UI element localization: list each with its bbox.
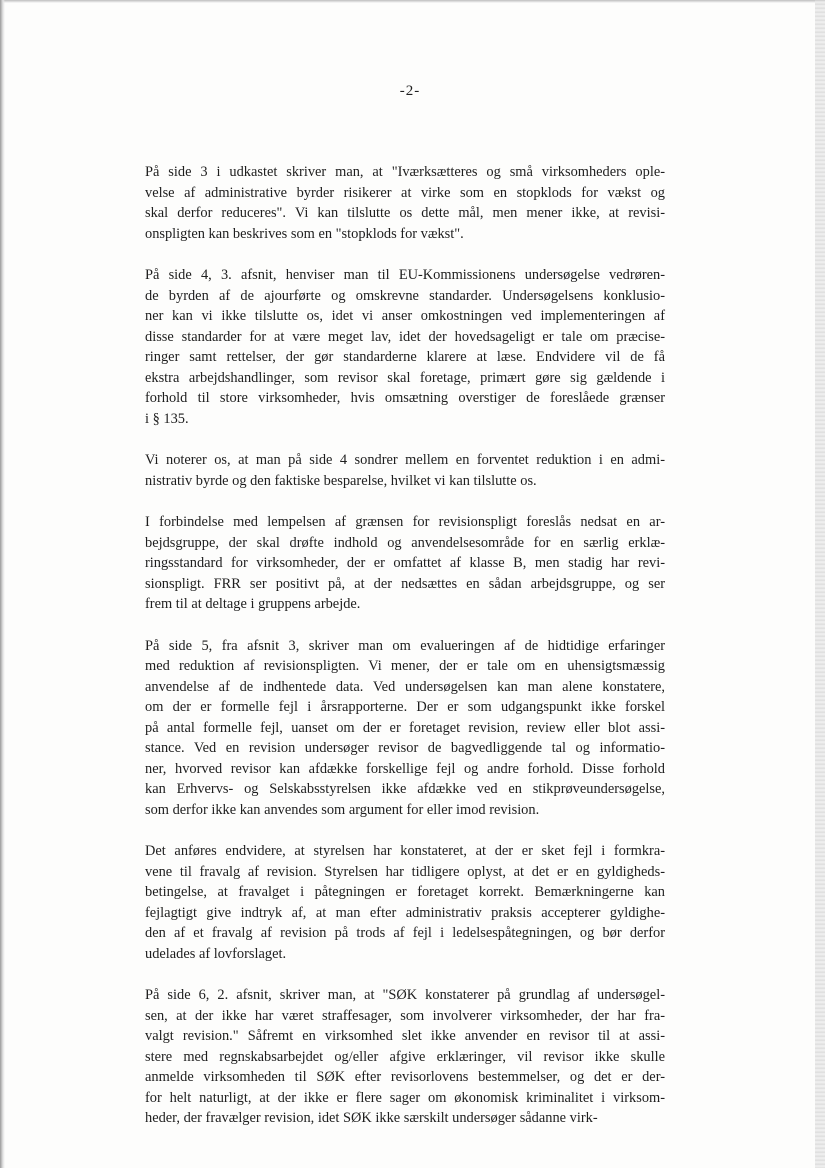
text-line: På side 3 i udkastet skriver man, at "Iværksætteres og små virksomheders ople-	[145, 164, 665, 180]
text-line: stance. Ved en revision undersøger revisor de bagvedliggende tal og informatio-	[145, 740, 665, 756]
text-line: heder, der fravælger revision, idet SØK ikke særskilt undersøger sådanne virk-	[145, 1110, 598, 1126]
text-line: frem til at deltage i gruppens arbejde.	[145, 596, 361, 612]
text-line: ringsstandard for virksomheder, der er omfattet af klasse B, men stadig har revi-	[145, 555, 665, 571]
text-line: nistrativ byrde og den faktiske besparelse, hvilket vi kan tilslutte os.	[145, 472, 537, 489]
text-line: ner, hvorved revisor kan afdække forskellige fejl og andre forhold. Disse forhold	[145, 760, 665, 777]
text-line: med reduktion af revisionspligten. Vi mener, der er tale om en uhensigtsmæssig	[145, 658, 665, 674]
scan-edge-right	[815, 0, 825, 1168]
paragraph-4	[145, 512, 665, 615]
text-line: som derfor ikke kan anvendes som argument for eller imod revision.	[145, 801, 540, 818]
paragraph-5	[145, 636, 665, 821]
text-line: forhold til store virksomheder, hvis omsætning overstiger de foreslåede grænser	[145, 390, 665, 406]
paragraph-7	[145, 985, 665, 1129]
text-line: skal derfor reduceres". Vi kan tilslutte os dette mål, men mener ikke, at revisi-	[145, 205, 665, 221]
text-line: anvendelse af de indhentede data. Ved undersøgelsen kan man alene konstatere,	[145, 678, 665, 695]
text-line: disse standarder for at være meget lav, idet der hovedsageligt er tale om præcise-	[145, 328, 665, 345]
text-line: onspligten kan beskrives som en "stopklods for vækst".	[145, 225, 464, 242]
text-line: den af et fravalg af revision på trods af fejl i ledelsespåtegningen, og bør derfor	[145, 925, 665, 941]
text-line: Det anføres endvidere, at styrelsen har konstateret, at der er sket fejl i formkra-	[145, 843, 665, 859]
paragraph-1	[145, 162, 665, 244]
text-line: på antal formelle fejl, uanset om der er foretaget revision, review eller blot assi-	[145, 719, 665, 736]
text-line: velse af administrative byrder risikerer at virke som en stopklods for vækst og	[145, 184, 665, 201]
text-line: udelades af lovforslaget.	[145, 945, 287, 962]
text-line: for helt naturligt, at der ikke er flere sager om økonomisk kriminalitet i virksom-	[145, 1089, 665, 1106]
text-line: I forbindelse med lempelsen af grænsen for revisionspligt foreslås nedsat en ar-	[145, 514, 665, 530]
text-line: vene til fravalg af revision. Styrelsen har tidligere oplyst, at det er en gyldigheds-	[145, 863, 665, 880]
text-line: ner kan vi ikke tilslutte os, idet vi anser omkostningen ved implementeringen af	[145, 308, 665, 324]
paragraph-3	[145, 450, 665, 491]
text-line: ringer samt rettelser, der gør standarderne klarere at læse. Endvidere vil de få	[145, 349, 665, 365]
text-line: På side 6, 2. afsnit, skriver man, at "SØK konstaterer på grundlag af undersøgel-	[145, 987, 665, 1003]
scan-edge-top	[0, 0, 825, 3]
text-line: stere med regnskabsarbejdet og/eller afgive erklæringer, vil revisor ikke skulle	[145, 1048, 665, 1065]
text-line: ekstra arbejdshandlinger, som revisor skal foretage, primært gøre sig gældende i	[145, 369, 665, 386]
text-line: anmelde virksomheden til SØK efter revisorlovens bestemmelser, og det er der-	[145, 1069, 665, 1085]
text-line: sionspligt. FRR ser positivt på, at der nedsættes en sådan arbejdsgruppe, og ser	[145, 575, 665, 592]
text-line: valgt revision." Såfremt en virksomhed slet ikke anvender en revisor til at assi-	[145, 1028, 665, 1044]
text-line: i § 135.	[145, 410, 189, 427]
document-body	[145, 162, 665, 1150]
text-line: betingelse, at fravalget i påtegningen er foretaget korrekt. Bemærkningerne kan	[145, 884, 665, 900]
scan-edge-left	[0, 0, 5, 1168]
text-line: de byrden af de ajourførte og omskrevne standarder. Undersøgelsens konklusio-	[145, 287, 665, 304]
text-line: sen, at der ikke har været straffesager, som involverer virksomheder, der har fra-	[145, 1007, 665, 1024]
text-line: fejlagtigt give indtryk af, at man efter administrativ praksis accepterer gyldighe-	[145, 904, 665, 921]
text-line: om der er formelle fejl i årsrapporterne. Der er som udgangspunkt ikke forskel	[145, 699, 665, 715]
paragraph-2	[145, 265, 665, 429]
page-number: -2-	[399, 83, 421, 99]
text-line: Vi noterer os, at man på side 4 sondrer mellem en forventet reduktion i en admi-	[145, 452, 665, 468]
text-line: På side 5, fra afsnit 3, skriver man om evalueringen af de hidtidige erfaringer	[145, 637, 665, 654]
text-line: bejdsgruppe, der skal drøfte indhold og anvendelsesområde for en særlig erklæ-	[145, 534, 665, 551]
paragraph-6	[145, 841, 665, 964]
text-line: kan Erhvervs- og Selskabsstyrelsen ikke afdække ved en stikprøveundersøgelse,	[145, 781, 665, 797]
text-line: På side 4, 3. afsnit, henviser man til EU-Kommissionens undersøgelse vedrøren-	[145, 267, 665, 283]
